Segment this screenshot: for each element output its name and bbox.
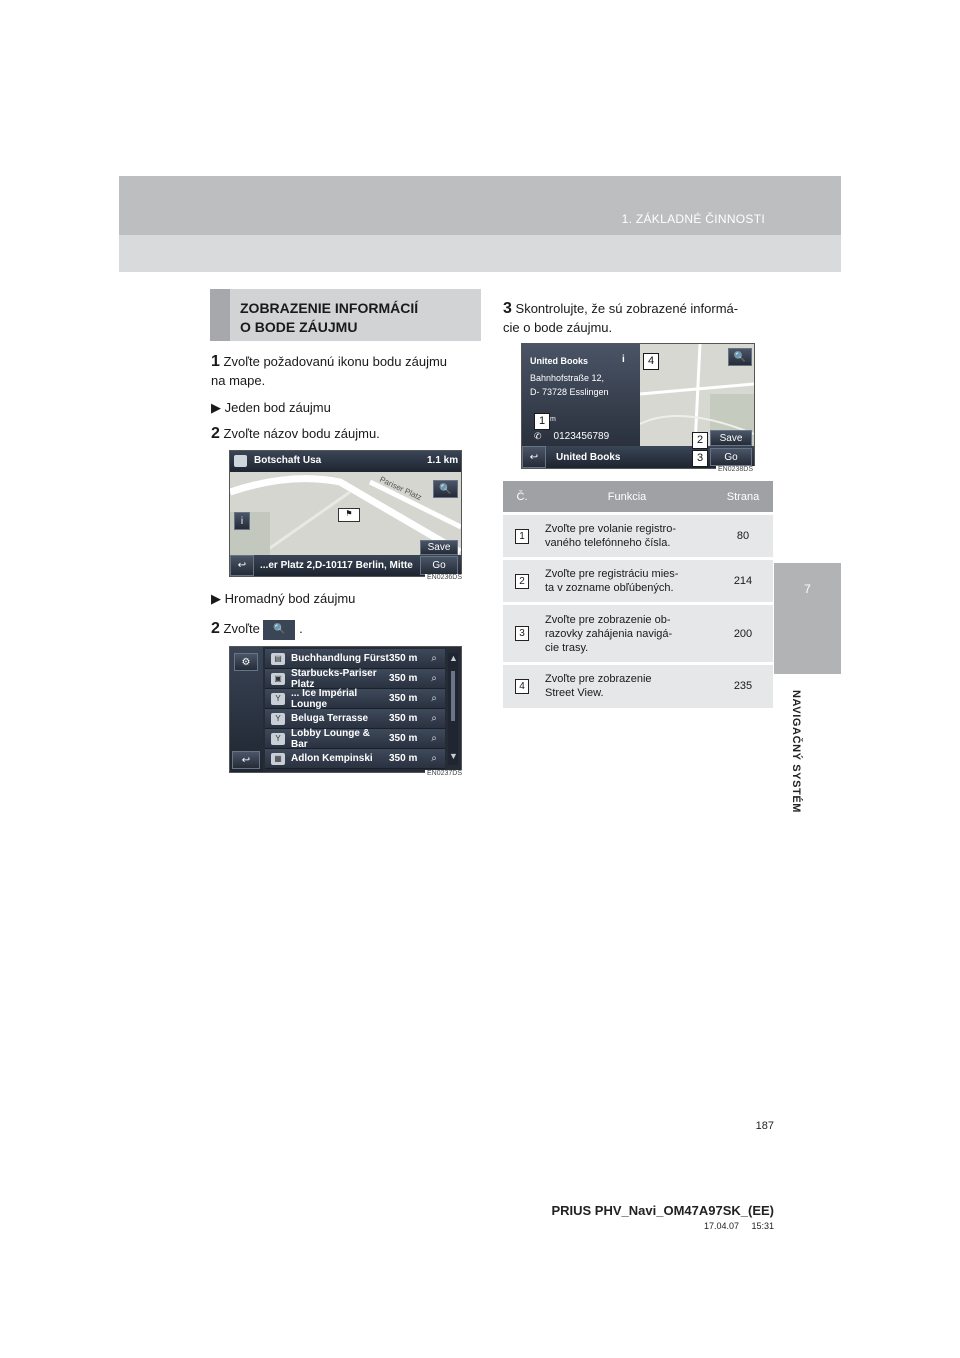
save-label: Save	[427, 542, 451, 553]
chapter-side-title: NAVIGAČNÝ SYSTÉM	[790, 690, 802, 814]
save-button[interactable]	[710, 430, 752, 446]
column-header-function: Funkcia	[541, 481, 713, 514]
document-date: 17.04.07 15:31	[703, 1221, 774, 1231]
poi-category-icon: ▣	[271, 673, 285, 685]
poi-name: Starbucks-Pariser Platz	[291, 667, 377, 690]
save-button[interactable]	[420, 540, 458, 555]
marker-3: 3	[692, 450, 708, 467]
magnifier-icon[interactable]: ⌕	[431, 713, 437, 724]
table-row	[503, 604, 773, 664]
magnifier-icon[interactable]: ⌕	[431, 753, 437, 764]
category-options-button[interactable]	[234, 653, 258, 671]
back-button[interactable]	[232, 751, 260, 769]
magnifier-icon[interactable]: ⌕	[431, 693, 437, 704]
phone-number: 0123456789	[553, 430, 610, 442]
go-button[interactable]	[710, 448, 752, 466]
phone-button[interactable]	[526, 428, 638, 444]
chapter-tab	[774, 563, 841, 674]
street-view-button[interactable]	[622, 354, 625, 365]
row-function: Zvoľte pre volanie registro- vaného telefónneho čísla.	[541, 514, 713, 559]
title-bar	[230, 451, 461, 472]
figure-code: EN0236DS	[427, 574, 463, 581]
row-page: 214	[713, 559, 773, 604]
row-number: 1	[515, 529, 529, 544]
step-text-end: .	[299, 621, 303, 636]
table-header-row	[503, 481, 773, 514]
list-item[interactable]	[265, 669, 445, 689]
row-number: 2	[515, 574, 529, 589]
poi-distance: 350 m	[389, 673, 418, 684]
screenshot-poi-info	[521, 343, 755, 469]
step-number: 2	[211, 620, 220, 637]
column-header-page: Strana	[713, 481, 773, 514]
back-arrow-icon: ↩	[241, 754, 251, 766]
marker-2: 2	[692, 432, 708, 449]
step-number: 2	[211, 425, 220, 442]
row-page: 200	[713, 604, 773, 664]
back-arrow-icon: ↩	[529, 451, 539, 463]
search-button[interactable]	[728, 348, 752, 366]
function-table	[503, 481, 773, 708]
go-label: Go	[432, 560, 446, 571]
step-text: Skontrolujte, že sú zobrazené informá- cie o bode záujmu.	[503, 301, 739, 335]
document-id: PRIUS PHV_Navi_OM47A97SK_(EE)	[551, 1203, 774, 1218]
back-button[interactable]	[522, 446, 546, 468]
marker-1: 1	[534, 413, 550, 430]
step-text: Zvoľte požadovanú ikonu bodu záujmu na mape.	[211, 354, 448, 388]
info-panel	[522, 344, 640, 446]
bottom-bar	[230, 555, 461, 576]
list-item[interactable]	[265, 709, 445, 729]
marker-4: 4	[643, 353, 659, 370]
step-number: 3	[503, 300, 512, 317]
magnifier-icon[interactable]: ⌕	[431, 653, 437, 664]
poi-category-icon	[234, 455, 247, 467]
poi-category-icon: Y	[271, 693, 285, 705]
poi-distance: 1.1 km	[427, 455, 459, 466]
column-header-no: Č.	[503, 481, 541, 514]
poi-name: Buchhandlung Fürst	[291, 653, 389, 664]
map-area[interactable]	[230, 472, 461, 555]
magnifier-icon[interactable]: ⌕	[431, 733, 437, 744]
list-item[interactable]	[265, 749, 445, 769]
step-3	[503, 299, 778, 337]
scroll-thumb[interactable]	[451, 671, 455, 721]
go-label: Go	[724, 451, 738, 463]
chapter-number: 7	[804, 582, 811, 596]
poi-name: ... Ice Impérial Lounge	[291, 687, 358, 710]
poi-name: Beluga Terrasse	[291, 713, 369, 724]
back-arrow-icon: ↩	[237, 560, 247, 571]
poi-name: Lobby Lounge & Bar	[291, 727, 370, 750]
magnifier-icon: 🔍	[439, 483, 452, 495]
screenshot-single-poi	[229, 450, 462, 577]
search-button[interactable]	[433, 480, 458, 498]
row-number: 4	[515, 679, 529, 694]
poi-distance: 350 m	[389, 733, 418, 744]
header-band-top	[119, 176, 841, 235]
step-text: Zvoľte názov bodu záujmu.	[223, 426, 380, 441]
poi-list	[265, 649, 445, 769]
row-function: Zvoľte pre zobrazenie ob- razovky zahájenia navigá- cie trasy.	[541, 604, 713, 664]
info-icon: i	[240, 515, 244, 527]
arrow-right-icon: ▶	[211, 400, 221, 415]
figure-code: EN0238DS	[718, 466, 754, 473]
case-multiple-poi	[211, 589, 355, 608]
gear-icon: ⚙	[241, 656, 251, 668]
table-row	[503, 514, 773, 559]
poi-title: Botschaft Usa	[254, 455, 322, 466]
go-button[interactable]	[420, 556, 458, 575]
save-label: Save	[719, 432, 743, 444]
poi-address: ...er Platz 2,D-10117 Berlin, Mitte	[260, 560, 413, 571]
poi-category-icon: ▦	[271, 753, 285, 765]
list-item[interactable]	[265, 689, 445, 709]
poi-distance: 350 m	[389, 753, 418, 764]
search-button-icon: 🔍	[263, 620, 295, 640]
phone-icon: ✆	[534, 430, 542, 441]
row-number: 3	[515, 626, 529, 641]
section-heading-accent	[210, 289, 230, 341]
poi-distance: 350 m	[389, 693, 418, 704]
screenshot-poi-list	[229, 646, 462, 773]
page-number: 187	[755, 1120, 774, 1132]
step-2a	[211, 424, 380, 443]
list-item[interactable]	[265, 729, 445, 749]
step-1	[211, 352, 483, 390]
table-row	[503, 664, 773, 708]
poi-map-icon[interactable]: ⚑	[338, 508, 360, 522]
step-text: Zvoľte	[223, 621, 260, 636]
poi-category-icon: ▤	[271, 653, 285, 665]
bottom-bar	[522, 446, 754, 468]
scroll-down-icon[interactable]: ▼	[449, 751, 458, 761]
row-page: 235	[713, 664, 773, 708]
case-label: Jeden bod záujmu	[224, 400, 331, 415]
step-2b	[211, 619, 303, 640]
poi-distance: 350 m	[389, 713, 418, 724]
info-icon: i	[622, 354, 625, 365]
list-scrollbar[interactable]	[448, 653, 458, 765]
info-button[interactable]	[234, 512, 250, 530]
figure-code: EN0237DS	[427, 770, 463, 777]
case-label: Hromadný bod záujmu	[224, 591, 356, 606]
arrow-right-icon: ▶	[211, 591, 221, 606]
chapter-title: 1. ZÁKLADNÉ ČINNOSTI	[621, 212, 765, 226]
magnifier-icon[interactable]: ⌕	[431, 673, 437, 684]
magnifier-icon: 🔍	[733, 351, 747, 363]
poi-name-footer: United Books	[556, 452, 621, 463]
distance-unit: m	[550, 416, 556, 423]
poi-name: Adlon Kempinski	[291, 753, 373, 764]
row-page: 80	[713, 514, 773, 559]
poi-address-line-2: D- 73728 Esslingen	[530, 387, 609, 397]
list-item[interactable]	[265, 649, 445, 669]
row-function: Zvoľte pre zobrazenie Street View.	[541, 664, 713, 708]
poi-name: United Books	[530, 356, 589, 366]
poi-address-line-1: Bahnhofstraße 12,	[530, 373, 605, 383]
poi-distance: 350 m	[389, 653, 418, 664]
poi-category-icon: Y	[271, 713, 285, 725]
scroll-up-icon[interactable]: ▲	[449, 653, 458, 663]
back-button[interactable]	[230, 555, 254, 576]
street-label: Pariser Platz	[378, 474, 424, 503]
step-number: 1	[211, 353, 220, 370]
list-sidebar	[230, 647, 263, 772]
section-title: ZOBRAZENIE INFORMÁCIÍ O BODE ZÁUJMU	[240, 300, 419, 335]
poi-category-icon: Y	[271, 733, 285, 745]
row-function: Zvoľte pre registráciu mies- ta v zozname obľúbených.	[541, 559, 713, 604]
case-single-poi	[211, 398, 331, 417]
table-row	[503, 559, 773, 604]
